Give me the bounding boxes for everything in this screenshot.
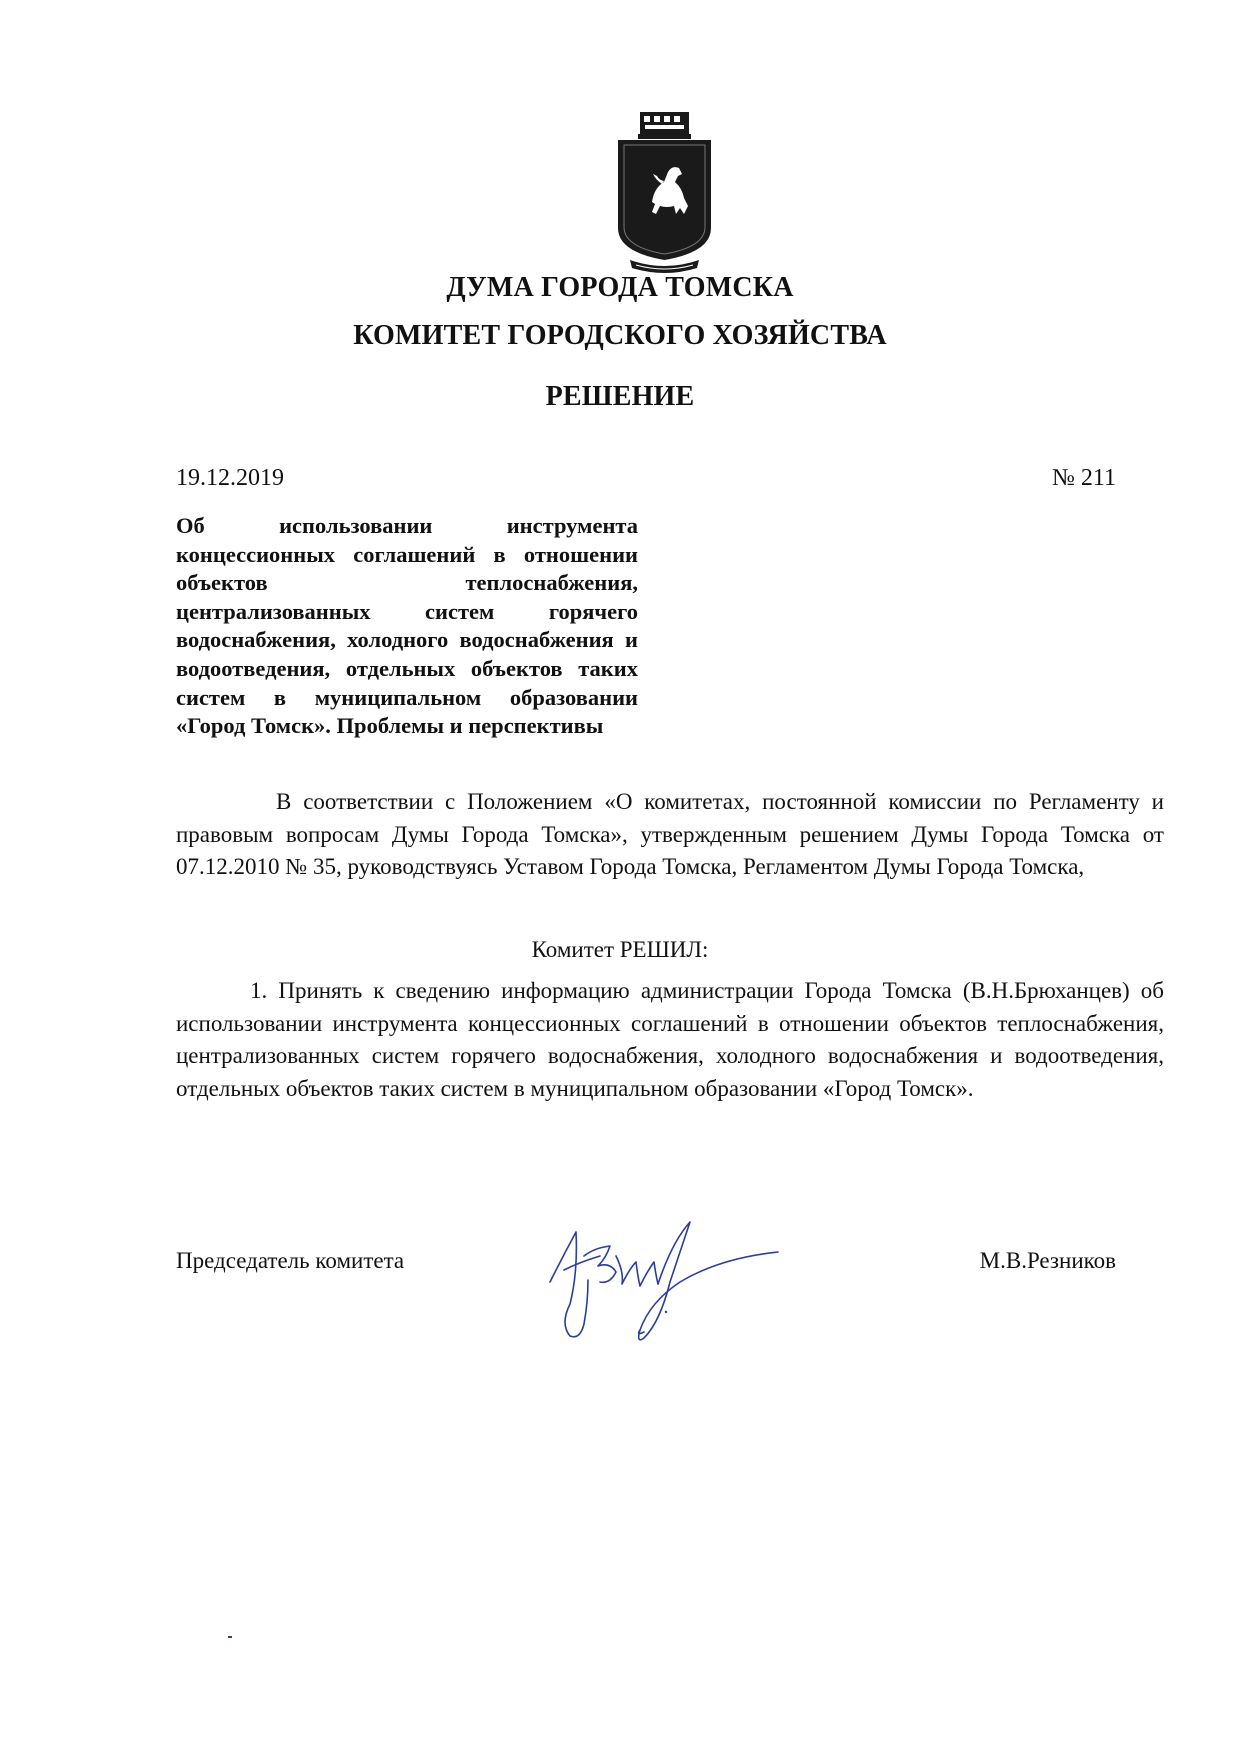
- handwritten-signature: [540, 1212, 800, 1352]
- decision-item-1: 1. Принять к сведению информацию администрации Города Томска (В.Н.Брюханцев) об использовании инструмента концессионных соглашений в отношении объектов теплоснабжения, централизованных систем горячего водоснабжения, холодного водоснабжения и водоотведения, отдельных объектов таких систем в муниципальном образовании «Город Томск».: [176, 978, 1164, 1101]
- org-title: ДУМА ГОРОДА ТОМСКА: [446, 272, 794, 303]
- document-type: РЕШЕНИЕ: [545, 381, 695, 412]
- signatory-name: М.В.Резников: [979, 1248, 1116, 1273]
- ink-speck: [228, 1636, 232, 1638]
- decision-heading: Комитет РЕШИЛ:: [531, 937, 709, 962]
- preamble-paragraph: В соответствии с Положением «О комитетах, постоянной комиссии по Регламенту и правовым вопросам Думы Города Томска», утвержденным решением Думы Города Томска от 07.12.2010 № 35, руководствуясь Уставом Города Томска, Регламентом Думы Города Томска,: [176, 789, 1164, 880]
- document-date: 19.12.2019: [176, 465, 284, 491]
- signatory-role: Председатель комитета: [176, 1248, 405, 1273]
- committee-title: КОМИТЕТ ГОРОДСКОГО ХОЗЯЙСТВА: [353, 320, 887, 351]
- coat-of-arms-icon: [612, 110, 717, 278]
- document-subject: Об использовании инструмента концессионных соглашений в отношении объектов теплоснабжения, централизованных систем горячего водоснабжения, холодного водоснабжения и водоотведения, отдельных объектов таких систем в муниципальном образовании «Город Томск». Проблемы и перспективы: [176, 513, 638, 739]
- document-number: № 211: [1051, 465, 1116, 491]
